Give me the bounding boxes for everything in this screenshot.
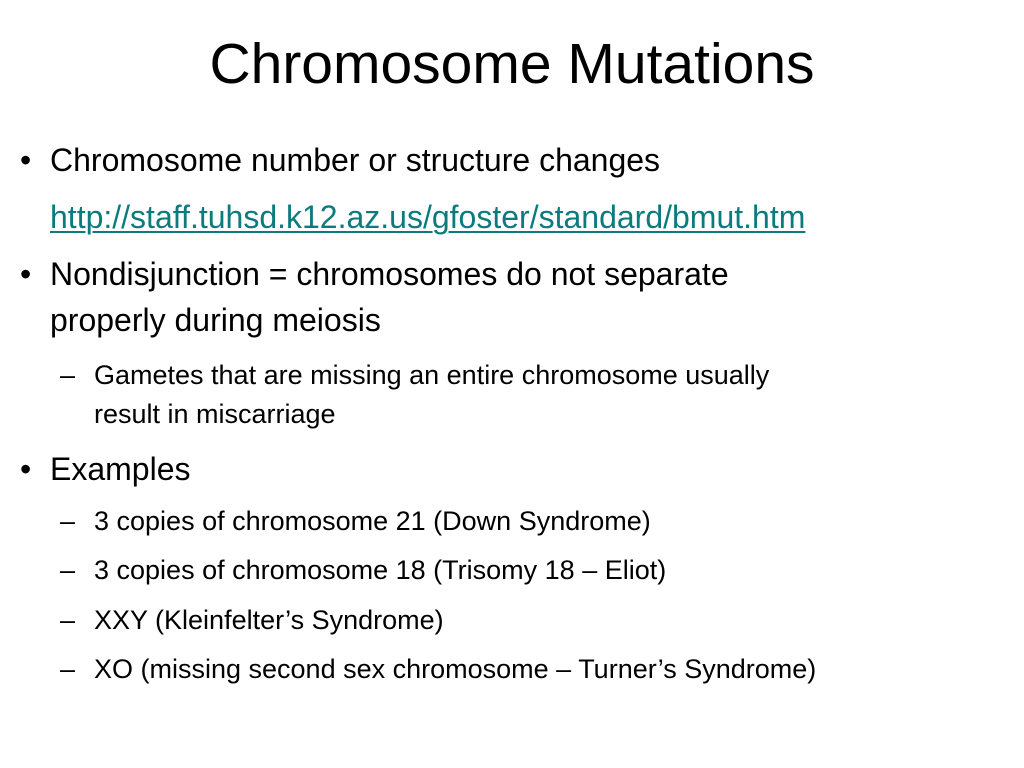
bullet-icon: • [20, 142, 32, 178]
subitem-chromosome-21: 3 copies of chromosome 21 (Down Syndrome) [94, 506, 651, 536]
dash-icon: – [60, 654, 76, 684]
bullet-icon: • [20, 256, 32, 292]
bullet-text-examples: Examples [50, 451, 191, 487]
slide-title: Chromosome Mutations [209, 32, 815, 96]
subitem-gametes-line1: Gametes that are missing an entire chromosome usually [94, 360, 770, 390]
bullet-text-number-structure: Chromosome number or structure changes [50, 142, 661, 178]
dash-icon: – [60, 506, 76, 536]
dash-icon: – [60, 555, 76, 585]
bullet-icon: • [20, 451, 32, 487]
dash-icon: – [60, 605, 76, 635]
subitem-xxy: XXY (Kleinfelter’s Syndrome) [94, 605, 444, 635]
bmut-link[interactable]: http://staff.tuhsd.k12.az.us/gfoster/standard/bmut.htm [50, 199, 806, 235]
subitem-chromosome-18: 3 copies of chromosome 18 (Trisomy 18 – Eliot) [94, 555, 667, 585]
subitem-xo: XO (missing second sex chromosome – Turner’s Syndrome) [94, 654, 817, 684]
dash-icon: – [60, 360, 76, 390]
subitem-gametes-line2: result in miscarriage [94, 399, 336, 429]
bullet-text-nondisjunction-line2: properly during meiosis [50, 302, 381, 338]
bullet-text-nondisjunction-line1: Nondisjunction = chromosomes do not separate [50, 256, 729, 292]
